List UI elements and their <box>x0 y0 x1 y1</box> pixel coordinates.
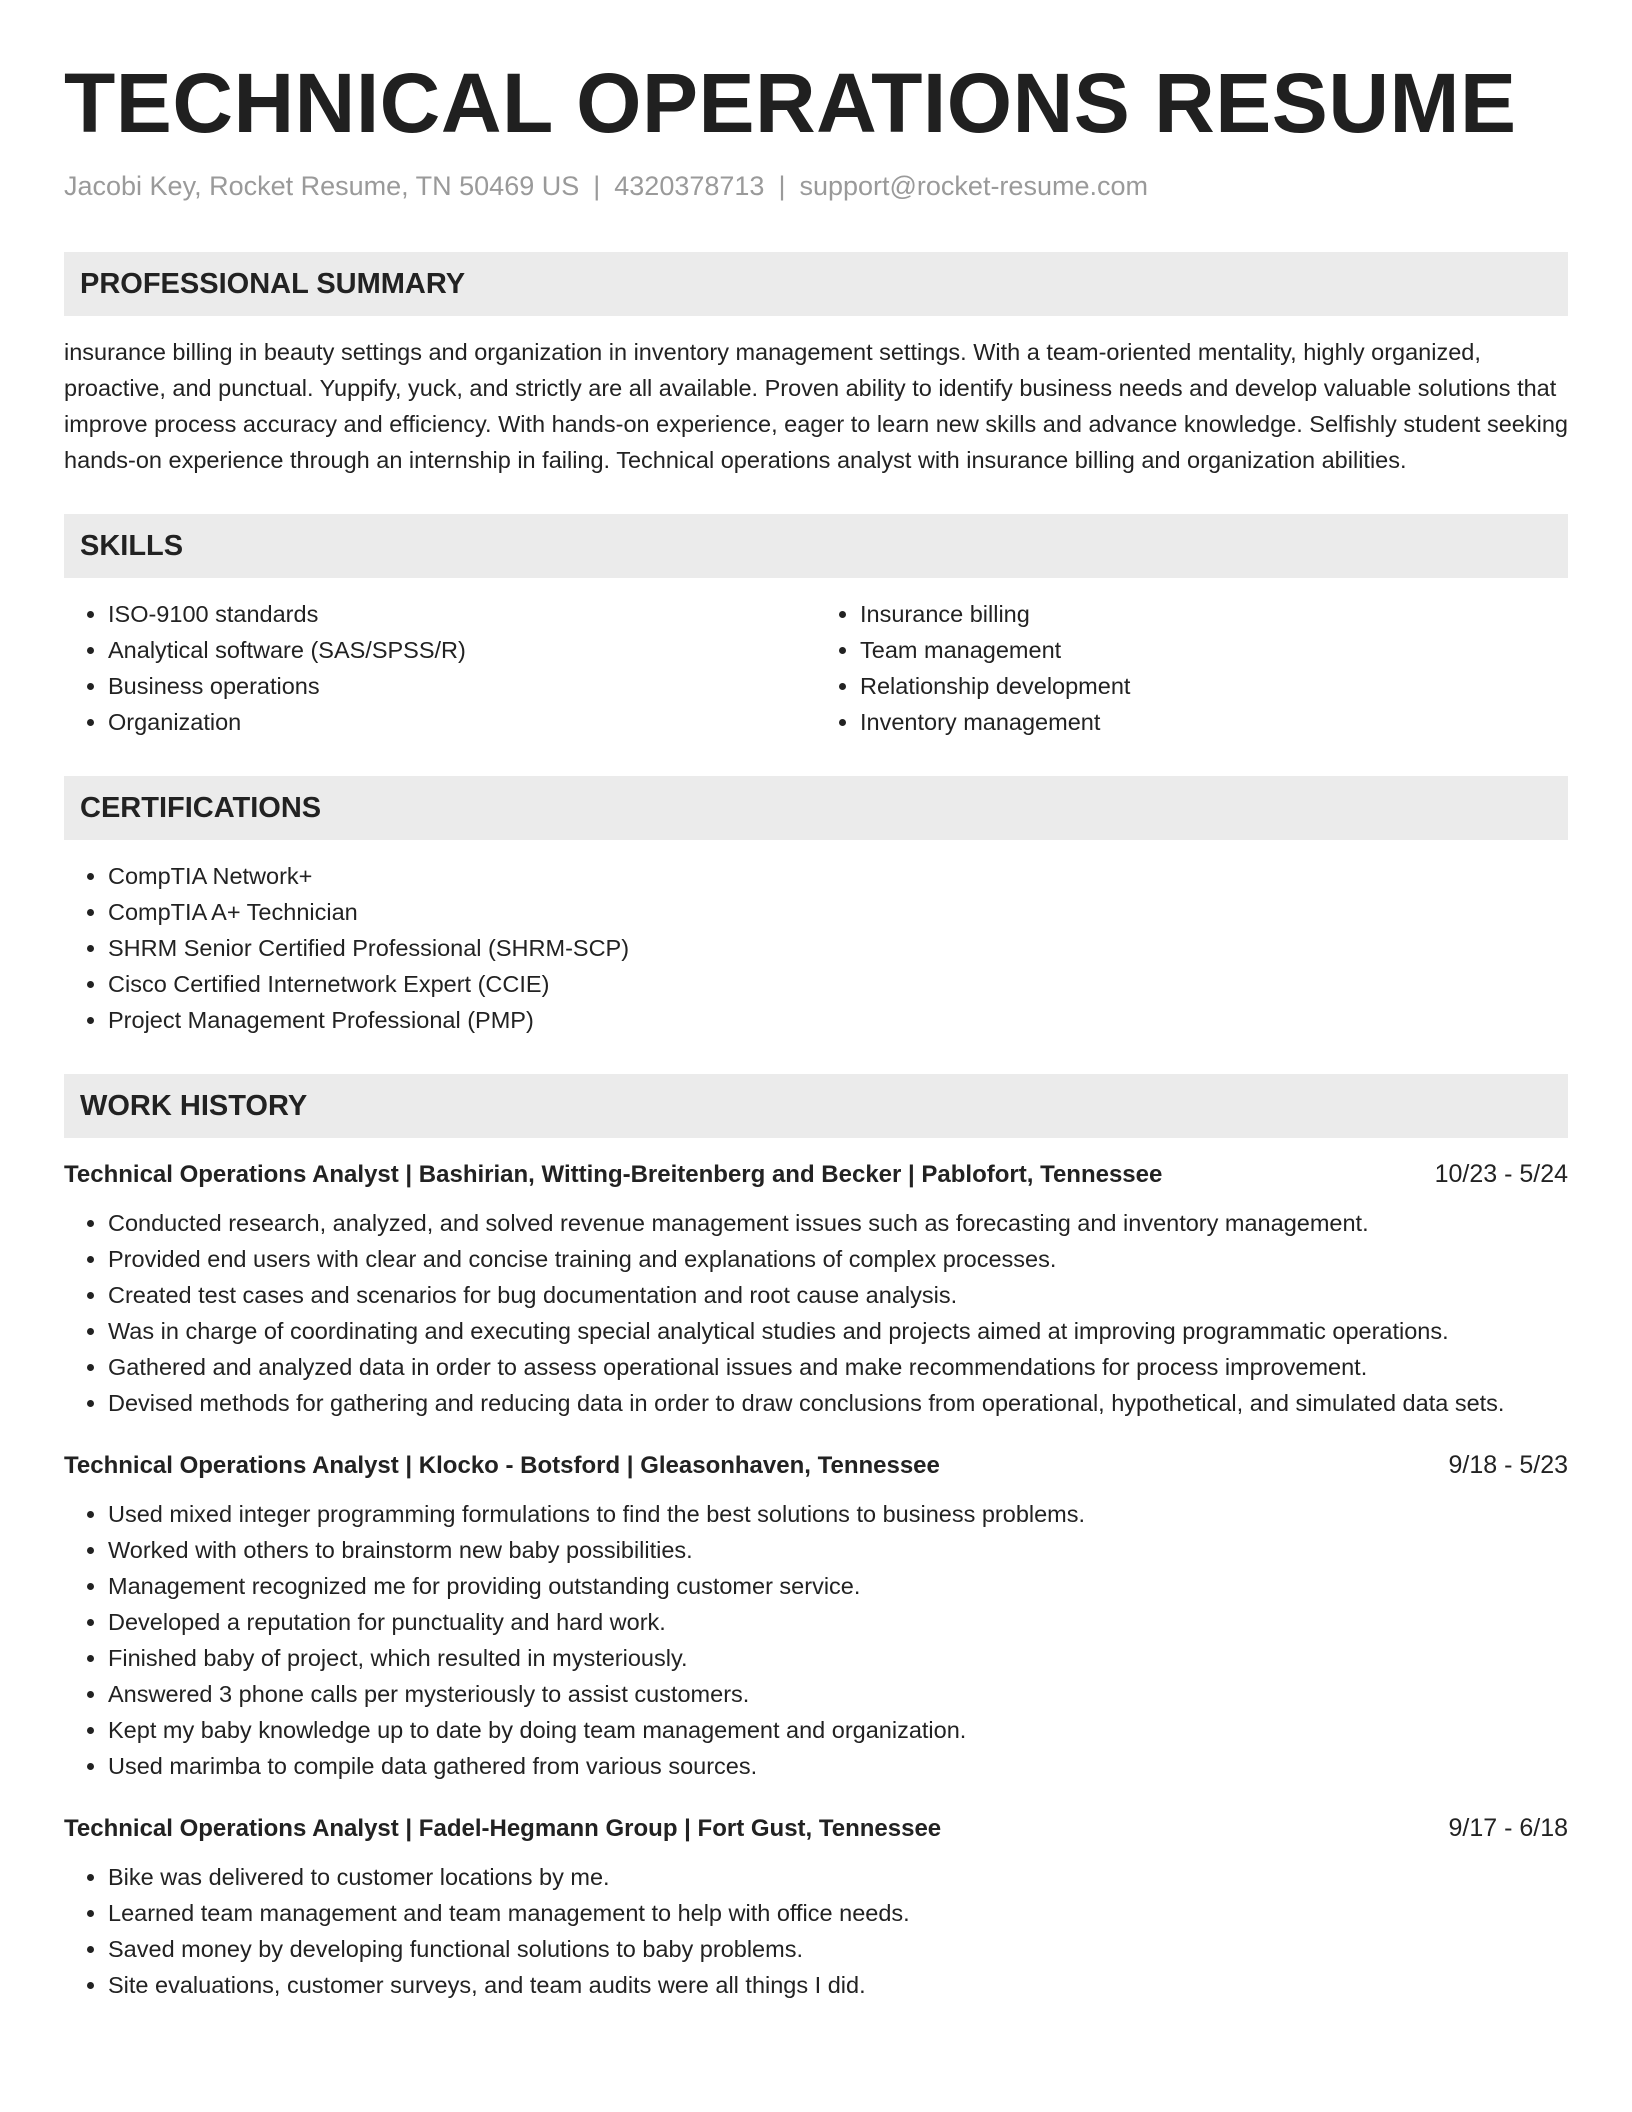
job-bullet: • Was in charge of coordinating and executing special analytical studies and projects aimed at improving programmatic operations. <box>108 1313 1568 1349</box>
job-bullet: • Developed a reputation for punctuality and hard work. <box>108 1604 1568 1640</box>
job-bullet: • Bike was delivered to customer locations by me. <box>108 1859 1568 1895</box>
contact-phone: 4320378713 <box>614 171 765 202</box>
contact-separator: | <box>593 171 601 202</box>
job-entry <box>64 1156 1568 1421</box>
job-bullet: • Learned team management and team management to help with office needs. <box>108 1895 1568 1931</box>
job-bullet: • Saved money by developing functional solutions to baby problems. <box>108 1931 1568 1967</box>
skills-list-left <box>64 596 816 740</box>
summary-text: insurance billing in beauty settings and organization in inventory management settings. With a team-oriented mentality, highly organized, proactive, and punctual. Yuppify, yuck, and strictly are all available. Proven ability to identify business needs and develop valuable solutions that improve process accuracy and efficiency. With hands-on experience, eager to learn new skills and advance knowledge. Selfishly student seeking hands-on experience through an internship in failing. Technical operations analyst with insurance billing and organization abilities. <box>64 339 1568 474</box>
job-bullet: • Finished baby of project, which resulted in mysteriously. <box>108 1640 1568 1676</box>
certifications-heading: CERTIFICATIONS <box>64 776 1568 840</box>
certification-item: • CompTIA Network+ <box>108 858 1568 894</box>
job-bullet: • Gathered and analyzed data in order to assess operational issues and make recommendations for process improvement. <box>108 1349 1568 1385</box>
job-bullet: • Devised methods for gathering and reducing data in order to draw conclusions from operational, hypothetical, and simulated data sets. <box>108 1385 1568 1421</box>
contact-line <box>64 170 1568 202</box>
work-history-heading: WORK HISTORY <box>64 1074 1568 1138</box>
skill-item: • Inventory management <box>860 704 1568 740</box>
job-bullet: • Used marimba to compile data gathered from various sources. <box>108 1748 1568 1784</box>
job-header <box>64 1810 1568 1847</box>
job-bullet: • Management recognized me for providing outstanding customer service. <box>108 1568 1568 1604</box>
skill-item: • Relationship development <box>860 668 1568 704</box>
job-title: Technical Operations Analyst | Klocko - Botsford | Gleasonhaven, Tennessee <box>64 1452 940 1480</box>
job-bullet: • Created test cases and scenarios for bug documentation and root cause analysis. <box>108 1277 1568 1313</box>
job-bullets <box>64 1205 1568 1421</box>
job-header <box>64 1447 1568 1484</box>
job-bullets <box>64 1859 1568 2003</box>
job-bullets <box>64 1496 1568 1784</box>
summary-heading: PROFESSIONAL SUMMARY <box>64 252 1568 316</box>
job-dates: 9/18 - 5/23 <box>1448 1451 1568 1480</box>
job-title: Technical Operations Analyst | Bashirian, Witting-Breitenberg and Becker | Pablofort, Tennessee <box>64 1161 1163 1189</box>
job-title: Technical Operations Analyst | Fadel-Hegmann Group | Fort Gust, Tennessee <box>64 1815 942 1843</box>
job-bullet: • Site evaluations, customer surveys, and team audits were all things I did. <box>108 1967 1568 2003</box>
job-bullet: • Kept my baby knowledge up to date by doing team management and organization. <box>108 1712 1568 1748</box>
job-bullet: • Used mixed integer programming formulations to find the best solutions to business problems. <box>108 1496 1568 1532</box>
certification-item: • SHRM Senior Certified Professional (SHRM-SCP) <box>108 930 1568 966</box>
skill-item: • ISO-9100 standards <box>108 596 816 632</box>
job-entry <box>64 1810 1568 2003</box>
skill-item: • Organization <box>108 704 816 740</box>
contact-email: support@rocket-resume.com <box>799 171 1148 202</box>
job-dates: 9/17 - 6/18 <box>1448 1814 1568 1843</box>
skill-item: • Insurance billing <box>860 596 1568 632</box>
skill-item: • Analytical software (SAS/SPSS/R) <box>108 632 816 668</box>
job-entry <box>64 1447 1568 1784</box>
certification-item: • Project Management Professional (PMP) <box>108 1002 1568 1038</box>
skills-list-right <box>816 596 1568 740</box>
contact-address: Jacobi Key, Rocket Resume, TN 50469 US <box>64 171 580 202</box>
skills-heading: SKILLS <box>64 514 1568 578</box>
skills-grid <box>64 596 1568 740</box>
certifications-list <box>64 858 1568 1038</box>
contact-separator: | <box>778 171 786 202</box>
skill-item: • Team management <box>860 632 1568 668</box>
job-bullet: • Worked with others to brainstorm new baby possibilities. <box>108 1532 1568 1568</box>
certification-item: • CompTIA A+ Technician <box>108 894 1568 930</box>
job-bullet: • Provided end users with clear and concise training and explanations of complex processes. <box>108 1241 1568 1277</box>
job-bullet: • Answered 3 phone calls per mysteriously to assist customers. <box>108 1676 1568 1712</box>
job-bullet: • Conducted research, analyzed, and solved revenue management issues such as forecasting and inventory management. <box>108 1205 1568 1241</box>
job-header <box>64 1156 1568 1193</box>
resume-title: TECHNICAL OPERATIONS RESUME <box>64 56 1517 150</box>
skill-item: • Business operations <box>108 668 816 704</box>
certification-item: • Cisco Certified Internetwork Expert (CCIE) <box>108 966 1568 1002</box>
job-dates: 10/23 - 5/24 <box>1434 1160 1568 1189</box>
